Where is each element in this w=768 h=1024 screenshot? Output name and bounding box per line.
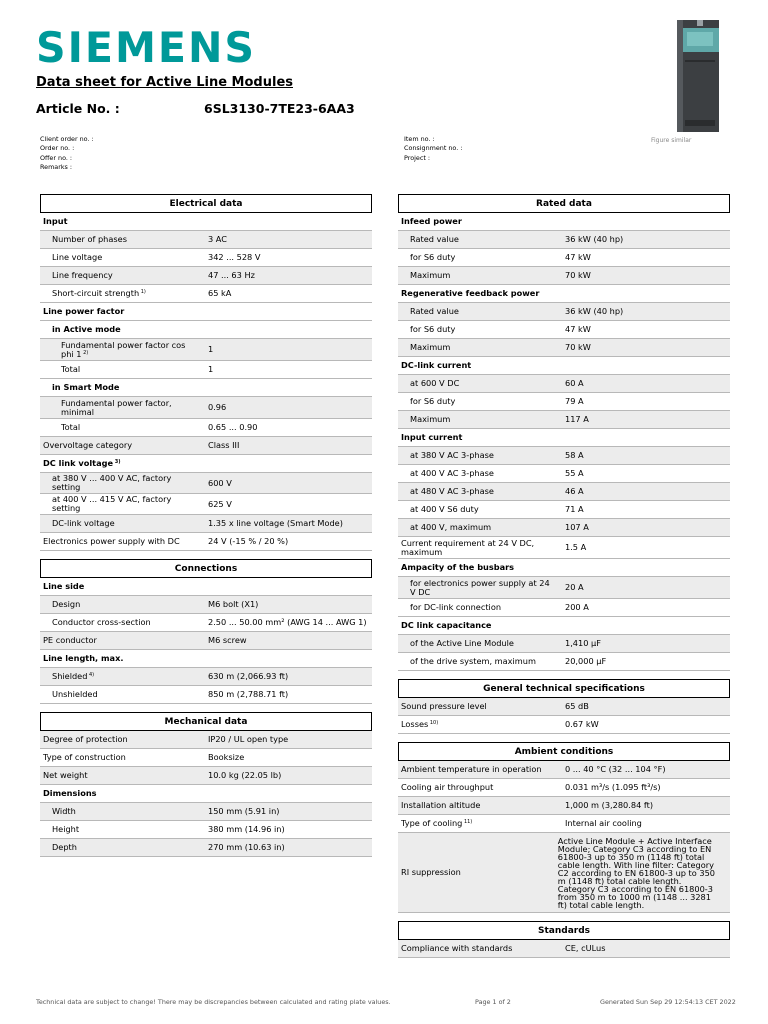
meta-field — [40, 163, 94, 172]
row-label — [40, 306, 124, 317]
row-label — [398, 701, 487, 712]
data-row — [40, 515, 372, 533]
data-row — [40, 267, 372, 285]
data-row — [40, 632, 372, 650]
row-label — [398, 252, 455, 263]
row-label-text: Dimensions — [43, 788, 97, 798]
row-value: 58 A — [565, 450, 584, 460]
row-label-text: Rated value — [410, 306, 459, 316]
row-label-text: DC-link voltage — [52, 518, 115, 528]
data-row — [40, 686, 372, 704]
article-number-value: 6SL3130-7TE23-6AA3 — [204, 101, 355, 116]
row-label-text: Shielded — [52, 671, 88, 681]
row-value: 117 A — [565, 414, 589, 424]
row-label — [398, 578, 557, 598]
row-label — [40, 458, 121, 469]
row-label-text: Fundamental power factor, minimal — [61, 397, 172, 417]
row-label-text: Overvoltage category — [43, 440, 133, 450]
section-header: Standards — [398, 921, 730, 940]
row-value: 47 ... 63 Hz — [208, 270, 255, 280]
data-row — [40, 419, 372, 437]
row-label — [40, 518, 115, 529]
row-value: Internal air cooling — [565, 818, 642, 828]
row-value: 36 kW (40 hp) — [565, 306, 624, 316]
data-row — [398, 303, 730, 321]
row-label-text: Line voltage — [52, 252, 103, 262]
row-label — [40, 252, 102, 263]
footnote-ref: 2) — [81, 349, 89, 356]
row-label-text: Line power factor — [43, 306, 125, 316]
data-row — [40, 767, 372, 785]
group-row — [40, 321, 372, 339]
data-row — [398, 537, 730, 559]
row-value: 10.0 kg (22.05 lb) — [208, 770, 282, 780]
row-value: 60 A — [565, 378, 584, 388]
data-row — [40, 339, 372, 361]
row-label-text: Depth — [52, 842, 77, 852]
group-row — [398, 429, 730, 447]
row-label-text: at 400 V, maximum — [410, 522, 492, 532]
row-value: 342 ... 528 V — [208, 252, 261, 262]
row-label-text: Compliance with standards — [401, 943, 513, 953]
product-image — [677, 20, 719, 132]
row-label-text: of the Active Line Module — [410, 638, 514, 648]
row-label — [40, 234, 127, 245]
row-value: 0 ... 40 °C (32 ... 104 °F) — [565, 764, 666, 774]
row-label — [40, 770, 88, 781]
meta-label: Remarks : — [40, 162, 73, 171]
row-value: 2.50 ... 50.00 mm² (AWG 14 ... AWG 1) — [208, 617, 367, 627]
row-label — [40, 671, 94, 682]
data-row — [40, 614, 372, 632]
row-label-text: Line frequency — [52, 270, 113, 280]
row-label-text: DC link capacitance — [401, 620, 492, 630]
row-value: Booksize — [208, 752, 245, 762]
data-row — [398, 698, 730, 716]
meta-label: Item no. : — [404, 135, 435, 143]
group-row — [398, 357, 730, 375]
group-row — [40, 650, 372, 668]
data-row — [398, 501, 730, 519]
row-value: 70 kW — [565, 270, 591, 280]
row-label — [398, 719, 438, 730]
meta-label: Offer no. : — [40, 153, 73, 162]
row-label-text: at 600 V DC — [410, 378, 460, 388]
row-value: 630 m (2,066.93 ft) — [208, 671, 289, 681]
row-label — [398, 620, 492, 631]
data-row — [40, 437, 372, 455]
data-row — [398, 815, 730, 833]
data-row — [398, 465, 730, 483]
section-header: Ambient conditions — [398, 742, 730, 761]
row-value: 600 V — [208, 477, 232, 488]
data-row — [40, 803, 372, 821]
data-row — [40, 473, 372, 494]
row-label — [40, 806, 76, 817]
row-label-text: at 400 V S6 duty — [410, 504, 479, 514]
row-value: 1 — [208, 344, 214, 354]
row-label — [398, 234, 459, 245]
row-label — [40, 752, 126, 763]
meta-field — [40, 154, 94, 163]
row-label-text: at 380 V ... 400 V AC, factory setting — [52, 473, 172, 492]
meta-field — [404, 144, 462, 153]
row-label — [398, 270, 450, 281]
document-title: Data sheet for Active Line Modules — [36, 75, 293, 90]
row-label-text: Rated value — [410, 234, 459, 244]
row-value: 24 V (-15 % / 20 %) — [208, 536, 289, 546]
row-label — [40, 581, 84, 592]
group-row — [40, 578, 372, 596]
footer-disclaimer: Technical data are subject to change! There may be discrepancies between calculated and rating plate values. — [36, 998, 391, 1006]
row-label — [40, 422, 80, 433]
article-number-label: Article No. : — [36, 101, 120, 116]
row-label-text: Total — [61, 422, 81, 432]
data-row — [398, 375, 730, 393]
row-value: 1,000 m (3,280.84 ft) — [565, 800, 654, 810]
row-value: Class III — [208, 440, 240, 450]
footnote-ref: 1) — [139, 289, 146, 295]
row-value: 0.96 — [208, 402, 227, 412]
group-row — [398, 285, 730, 303]
section-header: Mechanical data — [40, 712, 372, 731]
row-label — [398, 656, 536, 667]
group-row — [398, 617, 730, 635]
row-label-text: Total — [61, 364, 81, 374]
row-value: 1.35 x line voltage (Smart Mode) — [208, 518, 343, 528]
row-label — [40, 324, 121, 335]
row-label-text: Number of phases — [52, 234, 127, 244]
row-label — [398, 486, 494, 497]
row-value: 20,000 µF — [565, 656, 607, 666]
row-label — [40, 382, 119, 393]
data-row — [398, 653, 730, 671]
data-row — [398, 483, 730, 501]
data-row — [40, 596, 372, 614]
row-value: 20 A — [565, 582, 584, 592]
row-label — [398, 818, 472, 829]
data-row — [398, 635, 730, 653]
data-row — [398, 599, 730, 617]
row-label — [398, 360, 471, 371]
row-label-text: at 380 V AC 3-phase — [410, 450, 494, 460]
data-row — [398, 267, 730, 285]
data-row — [40, 285, 372, 303]
data-row — [398, 797, 730, 815]
row-value: 850 m (2,788.71 ft) — [208, 689, 289, 699]
siemens-logo: SIEMENS — [36, 23, 256, 72]
row-label — [40, 216, 67, 227]
row-label-text: Current requirement at 24 V DC, maximum — [401, 537, 535, 557]
row-label — [398, 800, 480, 811]
row-label — [398, 522, 491, 533]
row-label — [398, 450, 494, 461]
row-label — [40, 635, 97, 646]
row-label-text: Cooling air throughput — [401, 782, 494, 792]
row-label-text: for electronics power supply at 24 V DC — [410, 577, 550, 597]
row-label-text: for S6 duty — [410, 252, 456, 262]
row-label — [40, 536, 180, 547]
data-row — [398, 339, 730, 357]
row-label — [40, 473, 200, 493]
row-label — [40, 288, 146, 299]
row-value: 70 kW — [565, 342, 591, 352]
row-label-text: Width — [52, 806, 76, 816]
group-row — [398, 213, 730, 231]
row-label — [40, 364, 80, 375]
row-value: 65 dB — [565, 701, 589, 711]
row-value: 46 A — [565, 486, 584, 496]
row-label-text: Installation altitude — [401, 800, 481, 810]
section-header: General technical specifications — [398, 679, 730, 698]
meta-field — [40, 135, 94, 144]
data-row — [398, 833, 730, 913]
row-label-text: Line side — [43, 581, 85, 591]
row-label — [398, 306, 459, 317]
row-label-text: Ambient temperature in operation — [401, 764, 542, 774]
meta-left — [40, 135, 94, 172]
figure-caption: Figure similar — [651, 137, 692, 144]
row-value: 47 kW — [565, 324, 591, 334]
data-row — [398, 411, 730, 429]
row-value: Active Line Module + Active Interface Module; Category C3 according to EN 61800-3 up to 350 m (1148 ft) total cable length. With line filter: Category C2 according to EN 61800-3 up to 350 m (1148 ft) total cable length. Category C3 according to EN 61800-3 from 350 m to 1000 m (1148 ... 3281 ft) total cable length. — [557, 835, 716, 910]
row-label — [398, 562, 514, 573]
row-label — [398, 638, 514, 649]
row-value: 55 A — [565, 468, 584, 478]
data-row — [398, 577, 730, 599]
row-value: M6 screw — [208, 635, 247, 645]
row-value: 625 V — [208, 498, 232, 509]
data-row — [398, 716, 730, 734]
meta-label: Project : — [404, 153, 431, 162]
row-label — [40, 653, 123, 664]
row-label-text: Height — [52, 824, 80, 834]
row-label-text: for S6 duty — [410, 324, 456, 334]
section-header: Rated data — [398, 194, 730, 213]
data-row — [398, 249, 730, 267]
row-label-text: Type of construction — [43, 752, 126, 762]
row-label — [40, 494, 200, 514]
data-row — [40, 231, 372, 249]
row-label-text: Line length, max. — [43, 653, 124, 663]
group-row — [40, 379, 372, 397]
data-row — [398, 779, 730, 797]
data-row — [398, 231, 730, 249]
row-value: IP20 / UL open type — [208, 734, 289, 744]
row-label — [398, 414, 450, 425]
row-label — [398, 504, 479, 515]
footer-generated: Generated Sun Sep 29 12:54:13 CET 2022 — [600, 998, 736, 1006]
row-label — [40, 617, 151, 628]
row-label-text: at 400 V AC 3-phase — [410, 468, 494, 478]
data-row — [40, 731, 372, 749]
row-value: M6 bolt (X1) — [208, 599, 259, 609]
row-label-text: in Smart Mode — [52, 382, 120, 392]
row-label-text: at 400 V ... 415 V AC, factory setting — [52, 494, 172, 513]
footnote-ref: 11) — [462, 819, 473, 825]
footnote-ref: 3) — [113, 459, 121, 465]
group-row — [398, 559, 730, 577]
data-row — [40, 533, 372, 551]
row-value: 0.65 ... 0.90 — [208, 422, 258, 432]
data-row — [40, 494, 372, 515]
row-label-text: Short-circuit strength — [52, 288, 140, 298]
meta-label: Consignment no. : — [404, 144, 463, 153]
row-value: 1.5 A — [565, 542, 587, 552]
data-row — [40, 668, 372, 686]
row-label-text: Maximum — [410, 342, 451, 352]
group-row — [40, 303, 372, 321]
row-label — [40, 599, 80, 610]
row-label — [398, 216, 462, 227]
row-value: 1 — [208, 364, 214, 374]
row-label — [40, 689, 98, 700]
group-row — [40, 455, 372, 473]
row-value: 1,410 µF — [565, 638, 601, 648]
row-label — [398, 288, 539, 299]
row-label — [398, 396, 455, 407]
meta-right — [404, 135, 462, 163]
row-label — [40, 842, 77, 853]
left-column — [40, 194, 372, 857]
row-label-text: Infeed power — [401, 216, 462, 226]
meta-field — [40, 144, 94, 153]
group-row — [40, 213, 372, 231]
section-header: Electrical data — [40, 194, 372, 213]
footnote-ref: 10) — [428, 720, 439, 726]
row-value: 150 mm (5.91 in) — [208, 806, 280, 816]
row-label — [40, 788, 97, 799]
meta-field — [404, 154, 462, 163]
data-row — [398, 447, 730, 465]
meta-field — [404, 135, 462, 144]
row-label-text: for DC-link connection — [410, 602, 502, 612]
row-label-text: Unshielded — [52, 689, 98, 699]
row-label — [40, 340, 200, 360]
data-row — [40, 361, 372, 379]
meta-label: Client order no. : — [40, 135, 94, 143]
row-label-text: of the drive system, maximum — [410, 656, 536, 666]
meta-label: Order no. : — [40, 144, 75, 153]
row-label-text: Design — [52, 599, 81, 609]
row-label — [40, 270, 113, 281]
row-label — [398, 432, 462, 443]
row-value: 107 A — [565, 522, 589, 532]
row-label-text: Type of cooling — [401, 818, 463, 828]
row-label-text: Net weight — [43, 770, 88, 780]
row-label — [398, 943, 512, 954]
row-label-text: for S6 duty — [410, 396, 456, 406]
row-label — [40, 824, 79, 835]
row-label-text: Ampacity of the busbars — [401, 562, 515, 572]
row-value: CE, cULus — [565, 943, 606, 953]
row-label-text: Electronics power supply with DC — [43, 536, 180, 546]
data-row — [398, 519, 730, 537]
row-value: 71 A — [565, 504, 584, 514]
row-label-text: Conductor cross-section — [52, 617, 151, 627]
row-label-text: Losses — [401, 719, 429, 729]
footnote-ref: 4) — [87, 672, 95, 678]
row-label — [40, 734, 128, 745]
row-label — [398, 342, 450, 353]
row-value: 200 A — [565, 602, 589, 612]
row-label-text: Regenerative feedback power — [401, 288, 540, 298]
row-label-text: PE conductor — [43, 635, 97, 645]
data-row — [40, 397, 372, 419]
row-label — [40, 440, 132, 451]
section-header: Connections — [40, 559, 372, 578]
row-label-text: in Active mode — [52, 324, 121, 334]
row-value: 0.67 kW — [565, 719, 599, 729]
row-label — [398, 602, 501, 613]
data-row — [40, 749, 372, 767]
data-row — [40, 839, 372, 857]
row-value: 36 kW (40 hp) — [565, 234, 624, 244]
group-row — [40, 785, 372, 803]
data-row — [398, 321, 730, 339]
footer-page: Page 1 of 2 — [475, 998, 511, 1006]
row-value: 47 kW — [565, 252, 591, 262]
row-label-text: Maximum — [410, 270, 451, 280]
row-value: 79 A — [565, 396, 584, 406]
row-label-text: RI suppression — [401, 867, 461, 877]
data-row — [40, 249, 372, 267]
row-value: 380 mm (14.96 in) — [208, 824, 285, 834]
row-label — [398, 378, 459, 389]
row-label — [398, 468, 494, 479]
row-label — [40, 398, 200, 418]
data-row — [40, 821, 372, 839]
row-label-text: DC link voltage — [43, 458, 114, 468]
row-label — [398, 867, 461, 878]
row-label-text: at 480 V AC 3-phase — [410, 486, 494, 496]
row-label — [398, 764, 542, 775]
row-value: 0.031 m³/s (1.095 ft³/s) — [565, 782, 661, 792]
row-label — [398, 538, 557, 558]
row-label-text: Maximum — [410, 414, 451, 424]
row-label-text: Fundamental power factor cos phi 1 — [61, 339, 186, 359]
row-value: 65 kA — [208, 288, 232, 298]
data-row — [398, 393, 730, 411]
row-label — [398, 324, 455, 335]
right-column — [398, 194, 730, 958]
row-label-text: Input — [43, 216, 68, 226]
data-row — [398, 940, 730, 958]
row-value: 3 AC — [208, 234, 227, 244]
data-row — [398, 761, 730, 779]
row-value: 270 mm (10.63 in) — [208, 842, 285, 852]
row-label-text: Sound pressure level — [401, 701, 487, 711]
row-label-text: DC-link current — [401, 360, 472, 370]
row-label-text: Degree of protection — [43, 734, 128, 744]
row-label — [398, 782, 493, 793]
row-label-text: Input current — [401, 432, 463, 442]
